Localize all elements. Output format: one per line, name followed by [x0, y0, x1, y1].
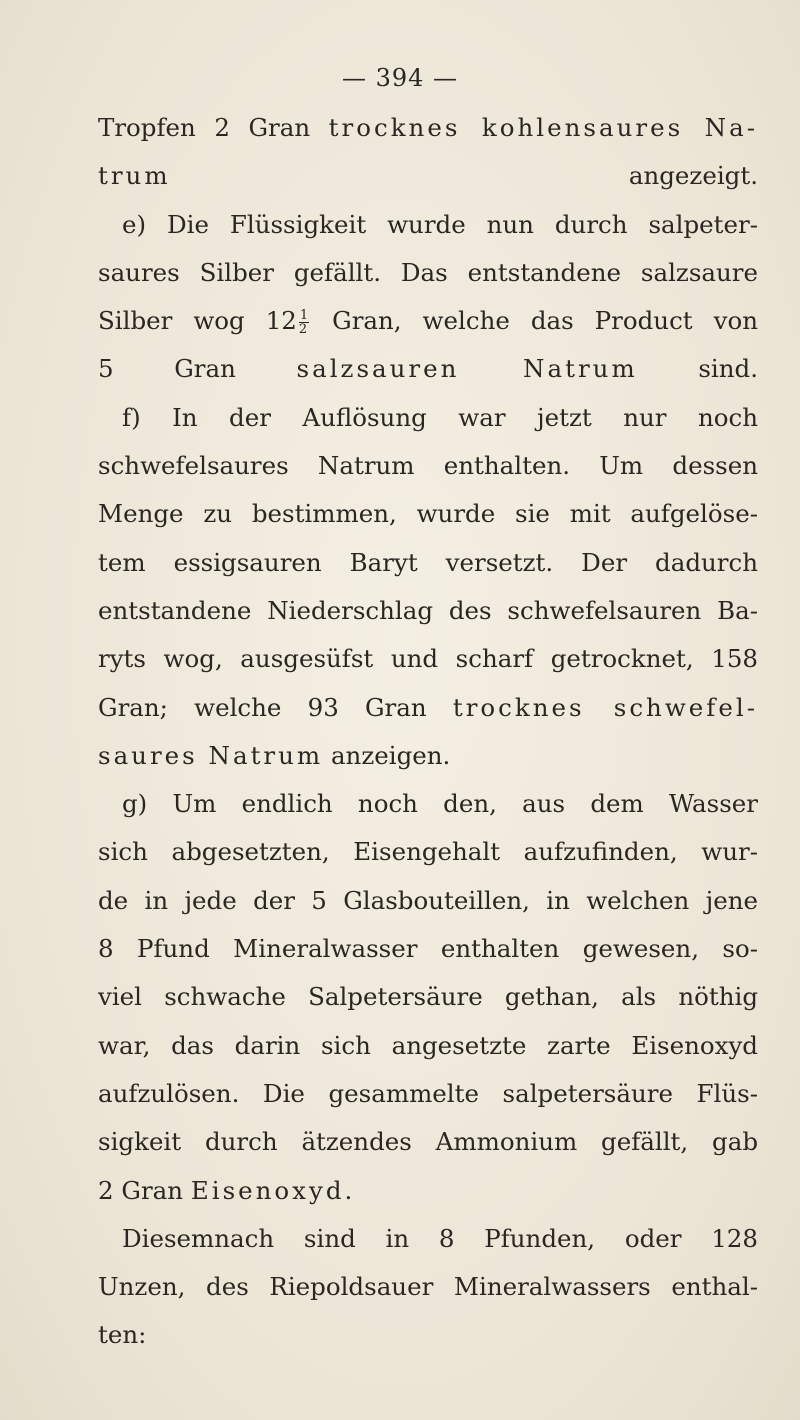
text-line: [98, 828, 758, 876]
text-run: anzeigen.: [323, 740, 451, 770]
text-run: Diesemnach sind in 8 Pfunden, oder 128: [122, 1223, 758, 1253]
text-line: [98, 780, 758, 828]
text-run: sind.: [637, 354, 758, 384]
text-run: Silber wog 12: [98, 306, 297, 336]
text-line: [98, 152, 758, 200]
text-line: [98, 1215, 758, 1263]
text-line: [98, 297, 758, 345]
text-run: Gran, welche das Product von: [311, 306, 758, 336]
text-run: Menge zu bestimmen, wurde sie mit aufgelöse-: [98, 499, 758, 529]
spaced-term: trocknes schwefel-: [452, 692, 758, 722]
text-line: [98, 635, 758, 683]
text-line: [98, 1118, 758, 1166]
text-run: saures Silber gefällt. Das entstandene salzsaure: [98, 257, 758, 287]
text-line: [98, 1070, 758, 1118]
text-line: [98, 442, 758, 490]
text-line: [98, 1311, 758, 1359]
text-line: [98, 1263, 758, 1311]
spaced-term: trum: [98, 161, 171, 191]
fraction-numerator: 1: [299, 308, 309, 324]
text-line: [98, 1167, 758, 1215]
text-run: angezeigt.: [170, 161, 758, 191]
text-line: [98, 249, 758, 297]
text-line: [98, 877, 758, 925]
text-run: f) In der Auflösung war jetzt nur noch: [122, 402, 758, 432]
page-number: — 394 —: [341, 64, 459, 92]
text-line: [98, 345, 758, 393]
text-run: ten:: [98, 1320, 147, 1350]
text-line: [98, 1022, 758, 1070]
text-line: [98, 973, 758, 1021]
text-run: viel schwache Salpetersäure gethan, als nöthig: [98, 982, 758, 1012]
text-line: [98, 925, 758, 973]
text-line: [98, 539, 758, 587]
text-run: Unzen, des Riepoldsauer Mineralwassers enthal-: [98, 1272, 758, 1302]
body-text: [98, 104, 758, 1360]
spaced-term: saures Natrum: [98, 740, 324, 770]
spaced-term: Eisenoxyd.: [190, 1175, 356, 1205]
text-run: war, das darin sich angesetzte zarte Eisenoxyd: [98, 1030, 758, 1060]
spaced-term: salzsauren Natrum: [296, 354, 638, 384]
text-run: entstandene Niederschlag des schwefelsauren Ba-: [98, 595, 758, 625]
text-run: tem essigsauren Baryt versetzt. Der dadurch: [98, 547, 758, 577]
text-run: e) Die Flüssigkeit wurde nun durch salpeter-: [122, 209, 758, 239]
text-run: schwefelsaures Natrum enthalten. Um dessen: [98, 451, 758, 481]
text-line: [98, 490, 758, 538]
text-run: ryts wog, ausgesüfst und scharf getrocknet, 158: [98, 644, 758, 674]
text-line: [98, 201, 758, 249]
text-line: [98, 587, 758, 635]
text-run: sich abgesetzten, Eisengehalt aufzufinden, wur-: [98, 837, 758, 867]
text-run: Gran; welche 93 Gran: [98, 692, 453, 722]
text-line: [98, 394, 758, 442]
text-line: [98, 684, 758, 732]
text-run: Tropfen 2 Gran: [98, 113, 329, 142]
text-run: de in jede der 5 Glasbouteillen, in welchen jene: [98, 885, 758, 915]
text-run: g) Um endlich noch den, aus dem Wasser: [122, 789, 758, 819]
text-run: 2 Gran: [98, 1175, 191, 1205]
text-run: aufzulösen. Die gesammelte salpetersäure Flüs-: [98, 1078, 758, 1108]
fraction-denominator: 2: [298, 322, 308, 338]
spaced-term: trocknes kohlensaures Na-: [328, 113, 759, 142]
fraction: [299, 309, 309, 336]
text-line: [98, 732, 758, 780]
text-run: 8 Pfund Mineralwasser enthalten gewesen, so-: [98, 934, 758, 964]
text-line: [98, 104, 758, 152]
text-run: sigkeit durch ätzendes Ammonium gefällt, gab: [98, 1127, 758, 1157]
text-run: 5 Gran: [98, 354, 297, 384]
